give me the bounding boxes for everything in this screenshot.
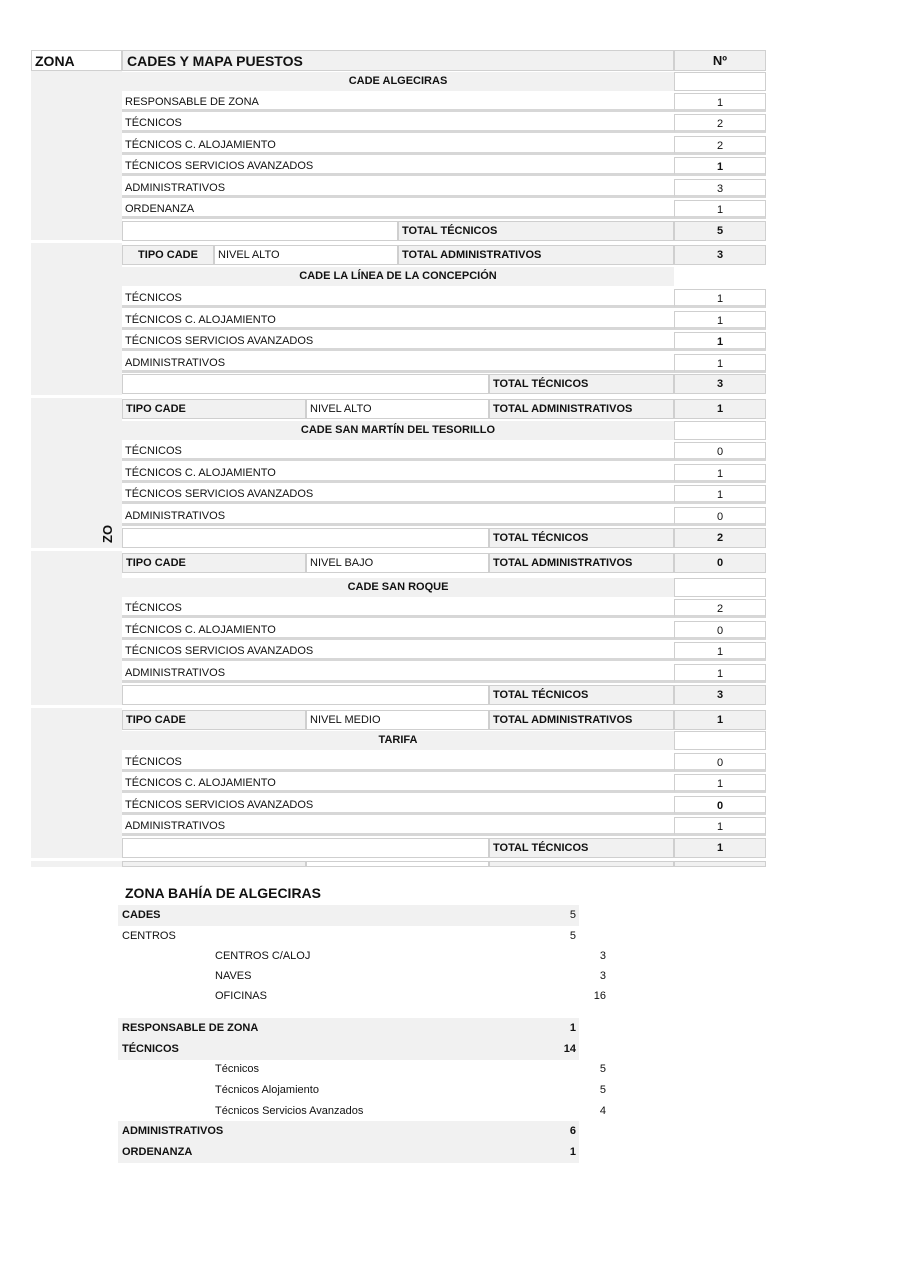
summary-row [118,1039,579,1060]
cade-title-value [674,578,766,597]
table-row-value: 1 [674,157,766,176]
nivel-value: NIVEL ALTO [214,245,398,265]
summary-sub-value: 3 [599,950,606,962]
total-tecnicos-label: TOTAL TÉCNICOS [489,838,674,858]
total-admin-label: TOTAL ADMINISTRATIVOS [489,710,674,730]
table-row-label: ADMINISTRATIVOS [122,179,674,198]
summary-sub-label: OFICINAS [215,990,267,1002]
empty-cell [122,374,489,394]
summary-label: RESPONSABLE DE ZONA [122,1022,259,1034]
cade-title-value [674,72,766,91]
summary-row [118,1142,579,1163]
table-row-label: TÉCNICOS [122,599,674,618]
total-admin-value: 1 [674,399,766,419]
table-row-value: 1 [674,200,766,219]
nivel-value: NIVEL ALTO [306,399,489,419]
table-row-label: TÉCNICOS [122,114,674,133]
table-row-value: 2 [674,136,766,155]
table-row-value: 1 [674,642,766,661]
total-tecnicos-value: 5 [674,221,766,241]
summary-sub-label: Técnicos [215,1063,260,1075]
table-row-value: 2 [674,599,766,618]
total-admin-label: TOTAL ADMINISTRATIVOS [398,245,674,265]
summary-row [118,1018,579,1039]
table-row-label: TÉCNICOS SERVICIOS AVANZADOS [122,332,674,351]
table-row-label: TÉCNICOS [122,289,674,308]
total-tecnicos-label: TOTAL TÉCNICOS [398,221,674,241]
table-row-value: 0 [674,507,766,526]
summary-sub-label: Técnicos Alojamiento [215,1084,319,1096]
table-row-value: 1 [674,311,766,330]
cut-row-cell [674,861,766,867]
total-admin-label: TOTAL ADMINISTRATIVOS [489,553,674,573]
empty-cell [122,221,398,241]
table-row-value: 3 [674,179,766,198]
summary-subrow [118,947,606,967]
summary-row [118,1121,579,1142]
total-tecnicos-label: TOTAL TÉCNICOS [489,374,674,394]
table-row-label: ADMINISTRATIVOS [122,507,674,526]
cade-title: CADE ALGECIRAS [122,72,674,91]
total-tecnicos-value: 3 [674,685,766,705]
summary-value: 1 [569,1022,576,1034]
zona-header: ZONA [31,50,122,71]
nivel-value: NIVEL MEDIO [306,710,489,730]
number-header: Nº [674,50,766,71]
table-row-label: ORDENANZA [122,200,674,219]
summary-label: ADMINISTRATIVOS [122,1125,224,1137]
table-row-label: ADMINISTRATIVOS [122,354,674,373]
table-row-value: 2 [674,114,766,133]
total-admin-value: 1 [674,710,766,730]
zona-column-separator [31,705,122,708]
summary-sub-value: 5 [599,1084,606,1096]
empty-cell [122,838,489,858]
nivel-value: NIVEL BAJO [306,553,489,573]
table-row-value: 1 [674,817,766,836]
summary-subrow [118,1081,606,1101]
tipo-cade-label: TIPO CADE [122,245,214,265]
summary-subrow [118,987,606,1007]
summary-label: TÉCNICOS [122,1043,179,1055]
summary-sub-value: 3 [599,970,606,982]
cade-title: CADE SAN MARTÍN DEL TESORILLO [122,421,674,440]
cut-row-cell [489,861,674,867]
cade-title: CADE SAN ROQUE [122,578,674,597]
table-row-value: 1 [674,289,766,308]
zona-vertical-label: ZO [100,524,115,543]
summary-sub-value: 16 [593,990,606,1002]
summary-label: ORDENANZA [122,1146,193,1158]
zona-column-separator [31,858,122,861]
zona-column [31,71,122,867]
summary-value: 6 [569,1125,576,1137]
table-row-label: TÉCNICOS SERVICIOS AVANZADOS [122,642,674,661]
table-row-value: 1 [674,354,766,373]
cade-title: CADE LA LÍNEA DE LA CONCEPCIÓN [122,267,674,286]
table-row-value: 1 [674,774,766,793]
table-row-value: 0 [674,753,766,772]
summary-value: 14 [563,1043,576,1055]
table-row-label: TÉCNICOS SERVICIOS AVANZADOS [122,157,674,176]
table-row-label: TÉCNICOS SERVICIOS AVANZADOS [122,485,674,504]
table-row-label: ADMINISTRATIVOS [122,664,674,683]
tipo-cade-label: TIPO CADE [122,399,306,419]
summary-sub-label: Técnicos Servicios Avanzados [215,1105,364,1117]
table-row-value: 0 [674,442,766,461]
tipo-cade-label: TIPO CADE [122,710,306,730]
empty-cell [122,528,489,548]
zona-column-separator [31,548,122,551]
total-tecnicos-label: TOTAL TÉCNICOS [489,528,674,548]
summary-value: 1 [569,1146,576,1158]
cut-row-cell [306,861,489,867]
table-row-label: TÉCNICOS C. ALOJAMIENTO [122,311,674,330]
table-row-value: 1 [674,664,766,683]
cade-title: TARIFA [122,731,674,750]
table-row-label: TÉCNICOS [122,753,674,772]
summary-value: 5 [569,909,576,921]
summary-subrow [118,1060,606,1080]
summary-sub-label: NAVES [215,970,252,982]
summary-value: 5 [569,930,576,942]
table-row-label: ADMINISTRATIVOS [122,817,674,836]
total-tecnicos-label: TOTAL TÉCNICOS [489,685,674,705]
cade-title-value [674,421,766,440]
total-admin-label: TOTAL ADMINISTRATIVOS [489,399,674,419]
summary-row [118,905,579,926]
table-row-value: 1 [674,332,766,351]
table-row-label: RESPONSABLE DE ZONA [122,93,674,112]
table-row-label: TÉCNICOS C. ALOJAMIENTO [122,774,674,793]
summary-row [118,926,579,947]
table-row-label: TÉCNICOS C. ALOJAMIENTO [122,621,674,640]
total-admin-value: 3 [674,245,766,265]
cut-row-cell [122,861,306,867]
zona-column-separator [31,240,122,243]
cade-title-value [674,731,766,750]
total-tecnicos-value: 1 [674,838,766,858]
summary-label: CENTROS [122,930,176,942]
summary-sub-value: 5 [599,1063,606,1075]
table-row-label: TÉCNICOS SERVICIOS AVANZADOS [122,796,674,815]
cades-header: CADES Y MAPA PUESTOS [122,50,674,71]
total-admin-value: 0 [674,553,766,573]
empty-cell [122,685,489,705]
tipo-cade-label: TIPO CADE [122,553,306,573]
total-tecnicos-value: 2 [674,528,766,548]
table-row-label: TÉCNICOS C. ALOJAMIENTO [122,464,674,483]
table-row-value: 0 [674,796,766,815]
table-row-value: 0 [674,621,766,640]
table-row-value: 1 [674,93,766,112]
summary-label: CADES [122,909,161,921]
table-row-label: TÉCNICOS C. ALOJAMIENTO [122,136,674,155]
table-row-value: 1 [674,485,766,504]
zona-column-separator [31,395,122,398]
table-row-label: TÉCNICOS [122,442,674,461]
summary-sub-label: CENTROS C/ALOJ [215,950,311,962]
summary-sub-value: 4 [599,1105,606,1117]
summary-subrow [118,967,606,987]
summary-subrow [118,1102,606,1122]
summary-title: ZONA BAHÍA DE ALGECIRAS [125,885,321,901]
table-row-value: 1 [674,464,766,483]
total-tecnicos-value: 3 [674,374,766,394]
